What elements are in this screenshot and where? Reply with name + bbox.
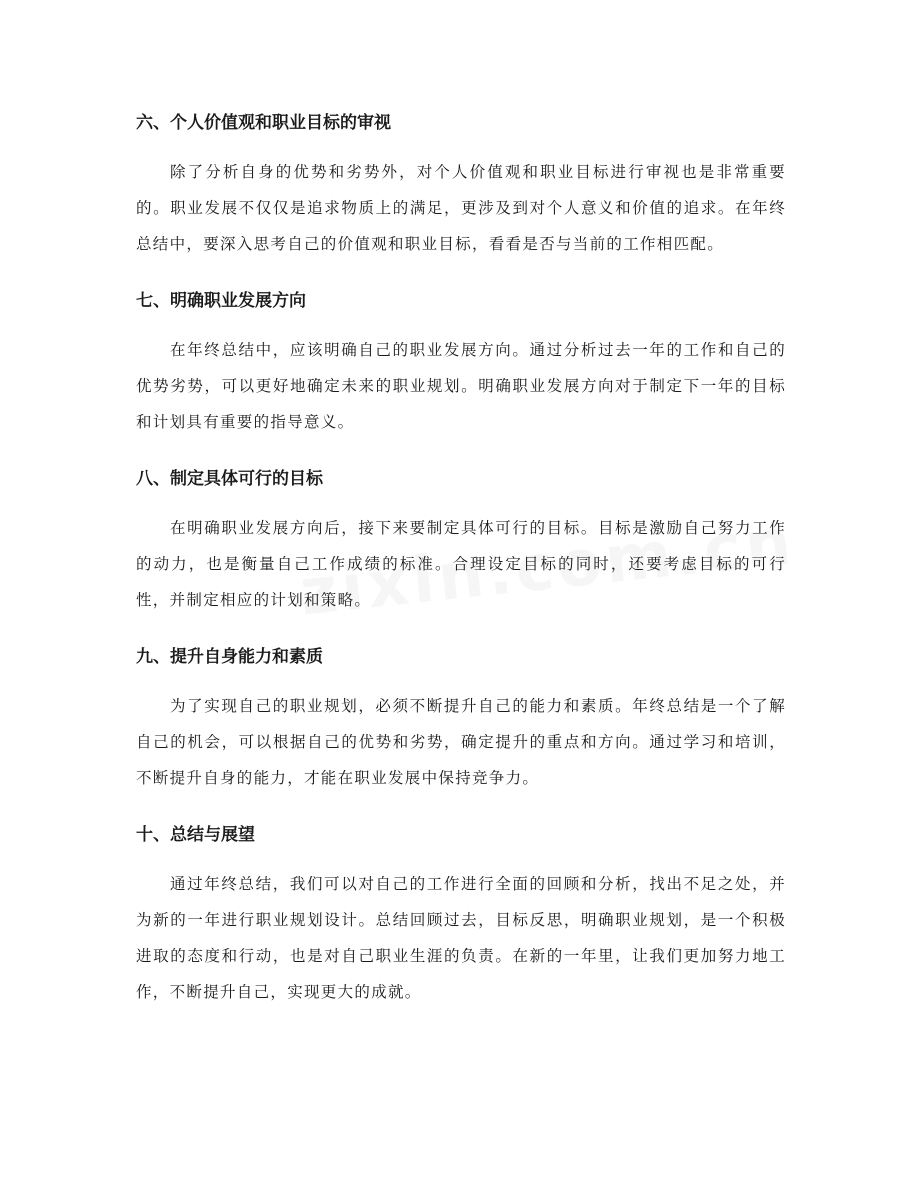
section-10 (136, 818, 786, 1010)
section-paragraph: 在明确职业发展方向后，接下来要制定具体可行的目标。目标是激励自己努力工作的动力，也是衡量自己工作成绩的标准。合理设定目标的同时，还要考虑目标的可行性，并制定相应的计划和策略。 (136, 519, 786, 609)
section-title: 八、制定具体可行的目标 (136, 469, 323, 489)
section-title: 十、总结与展望 (136, 825, 255, 845)
section-paragraph: 为了实现自己的职业规划，必须不断提升自己的能力和素质。年终总结是一个了解自己的机会，可以根据自己的优势和劣势，确定提升的重点和方向。通过学习和培训，不断提升自身的能力，才能在职业发展中保持竞争力。 (136, 697, 786, 787)
section-title: 九、提升自身能力和素质 (136, 647, 323, 667)
section-paragraph: 在年终总结中，应该明确自己的职业发展方向。通过分析过去一年的工作和自己的优势劣势，可以更好地确定未来的职业规划。明确职业发展方向对于制定下一年的目标和计划具有重要的指导意义。 (136, 341, 786, 431)
section-9 (136, 640, 786, 796)
document-body (136, 106, 786, 1010)
section-7 (136, 284, 786, 440)
section-6 (136, 106, 786, 262)
section-8 (136, 462, 786, 618)
section-paragraph: 通过年终总结，我们可以对自己的工作进行全面的回顾和分析，找出不足之处，并为新的一年进行职业规划设计。总结回顾过去，目标反思，明确职业规划，是一个积极进取的态度和行动，也是对自己职业生涯的负责。在新的一年里，让我们更加努力地工作，不断提升自己，实现更大的成就。 (136, 875, 786, 1001)
section-title: 六、个人价值观和职业目标的审视 (136, 113, 391, 133)
section-paragraph: 除了分析自身的优势和劣势外，对个人价值观和职业目标进行审视也是非常重要的。职业发展不仅仅是追求物质上的满足，更涉及到对个人意义和价值的追求。在年终总结中，要深入思考自己的价值观和职业目标，看看是否与当前的工作相匹配。 (136, 163, 786, 253)
section-title: 七、明确职业发展方向 (136, 291, 306, 311)
